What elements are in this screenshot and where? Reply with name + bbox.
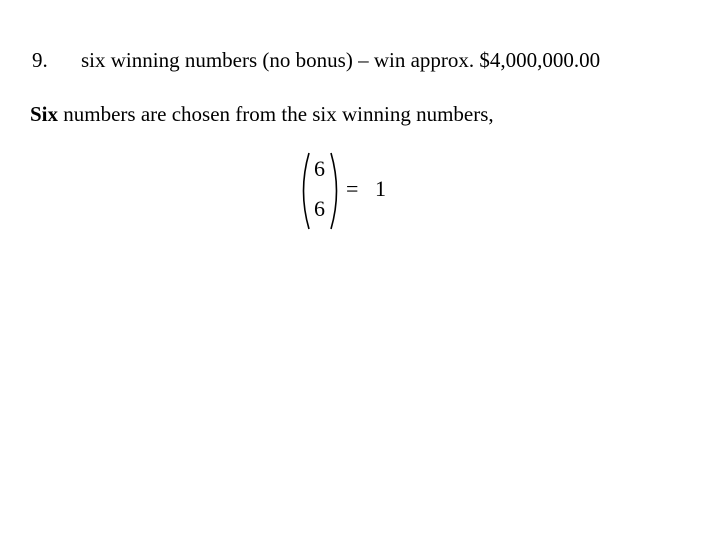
explanation-rest: numbers are chosen from the six winning numbers, xyxy=(58,102,494,126)
item-number: 9. xyxy=(32,48,48,72)
equals-sign: = xyxy=(346,176,359,201)
binomial-bottom: 6 xyxy=(314,196,325,221)
item-description: six winning numbers (no bonus) – win approx. $4,000,000.00 xyxy=(81,48,601,72)
right-parenthesis xyxy=(331,153,337,229)
explanation-bold-word: Six xyxy=(30,102,59,126)
binomial-formula xyxy=(298,150,408,232)
binomial-top: 6 xyxy=(314,156,325,181)
formula-result: 1 xyxy=(375,176,386,201)
left-parenthesis xyxy=(304,153,310,229)
explanation-text xyxy=(30,100,494,128)
